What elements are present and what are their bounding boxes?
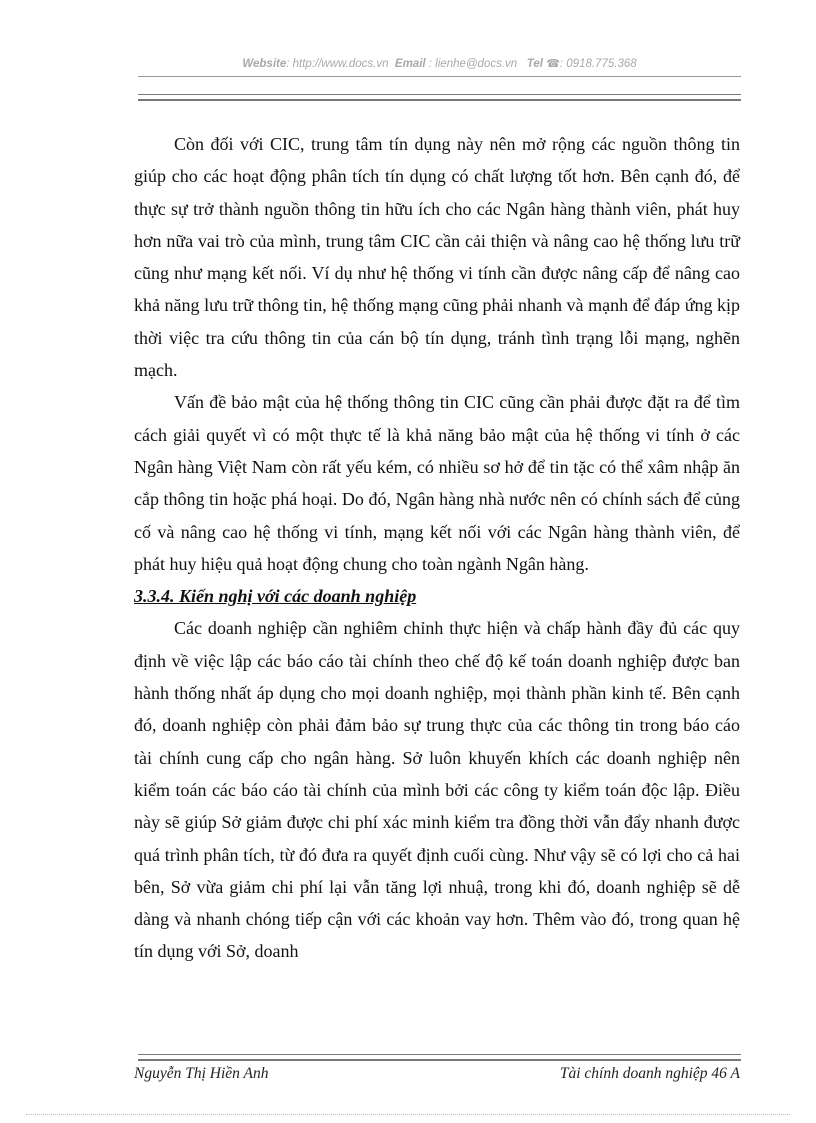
section-heading: 3.3.4. Kiến nghị với các doanh nghiệp <box>134 586 417 607</box>
tel-value: : 0918.775.368 <box>559 58 637 70</box>
paragraph-cic-expansion: Còn đối với CIC, trung tâm tín dụng này nên mở rộng các nguồn thông tin giúp cho các hoạt động phân tích tín dụng có chất lượng tốt hơn. Bên cạnh đó, để thực sự trở thành nguồn thông tin hữu ích cho các Ngân hàng thành viên, phát huy hơn nữa vai trò của mình, trung tâm CIC cần cải thiện và nâng cao hệ thống lưu trữ cũng như mạng kết nối. Ví dụ như hệ thống vi tính cần được nâng cấp để nâng cao khả năng lưu trữ thông tin, hệ thống mạng cũng phải nhanh và mạnh để đáp ứng kịp thời việc tra cứu thông tin của cán bộ tín dụng, tránh tình trạng lỗi mạng, nghẽn mạch. <box>134 134 740 381</box>
header-rule-double <box>138 94 741 101</box>
tel-label: Tel <box>526 58 543 70</box>
email-label: Email <box>394 58 426 70</box>
footer-author: Nguyễn Thị Hiền Anh <box>134 1065 269 1082</box>
email-value: : lienhe@docs.vn <box>428 58 518 70</box>
paragraph-security: Vấn đề bảo mật của hệ thống thông tin CIC cũng cần phải được đặt ra để tìm cách giải quyết vì có một thực tế là khả năng bảo mật của hệ thống vi tính ở các Ngân hàng Việt Nam còn rất yếu kém, có nhiều sơ hở để tin tặc có thể xâm nhập ăn cắp thông tin hoặc phá hoại. Do đó, Ngân hàng nhà nước nên có chính sách để củng cố và nâng cao hệ thống vi tính, mạng kết nối với các Ngân hàng thành viên, để phát huy hiệu quả hoạt động chung cho toàn ngành Ngân hàng. <box>134 392 740 574</box>
footer-course: Tài chính doanh nghiệp 46 A <box>559 1065 740 1082</box>
page-header <box>138 57 741 70</box>
website-label: Website <box>242 58 287 70</box>
paragraph-enterprises: Các doanh nghiệp cần nghiêm chỉnh thực hiện và chấp hành đầy đủ các quy định về việc lập các báo cáo tài chính theo chế độ kế toán doanh nghiệp được ban hành thống nhất áp dụng cho mọi doanh nghiệp, mọi thành phần kinh tế. Bên cạnh đó, doanh nghiệp còn phải đảm bảo sự trung thực của các thông tin trong báo cáo tài chính cung cấp cho ngân hàng. Sở luôn khuyến khích các doanh nghiệp nên kiểm toán các báo cáo tài chính của mình bởi các công ty kiểm toán độc lập. Điều này sẽ giúp Sở giảm được chi phí xác minh kiểm tra đồng thời vẫn đẩy nhanh được quá trình phân tích, từ đó đưa ra quyết định cuối cùng. Như vậy sẽ có lợi cho cả hai bên, Sở vừa giảm chi phí lại vẫn tăng lợi nhuậ, trong khi đó, doanh nghiệp sẽ dễ dàng và nhanh chóng tiếp cận với các khoản vay hơn. Thêm vào đó, trong quan hệ tín dụng với Sở, doanh <box>134 618 740 962</box>
footer-rule-double <box>138 1054 741 1061</box>
phone-icon: ☎ <box>546 58 560 70</box>
document-body <box>134 128 740 968</box>
page-bottom-edge <box>26 1114 790 1115</box>
website-value: : http://www.docs.vn <box>286 58 389 70</box>
page-footer <box>134 1065 740 1083</box>
header-rule-thin <box>138 76 741 77</box>
